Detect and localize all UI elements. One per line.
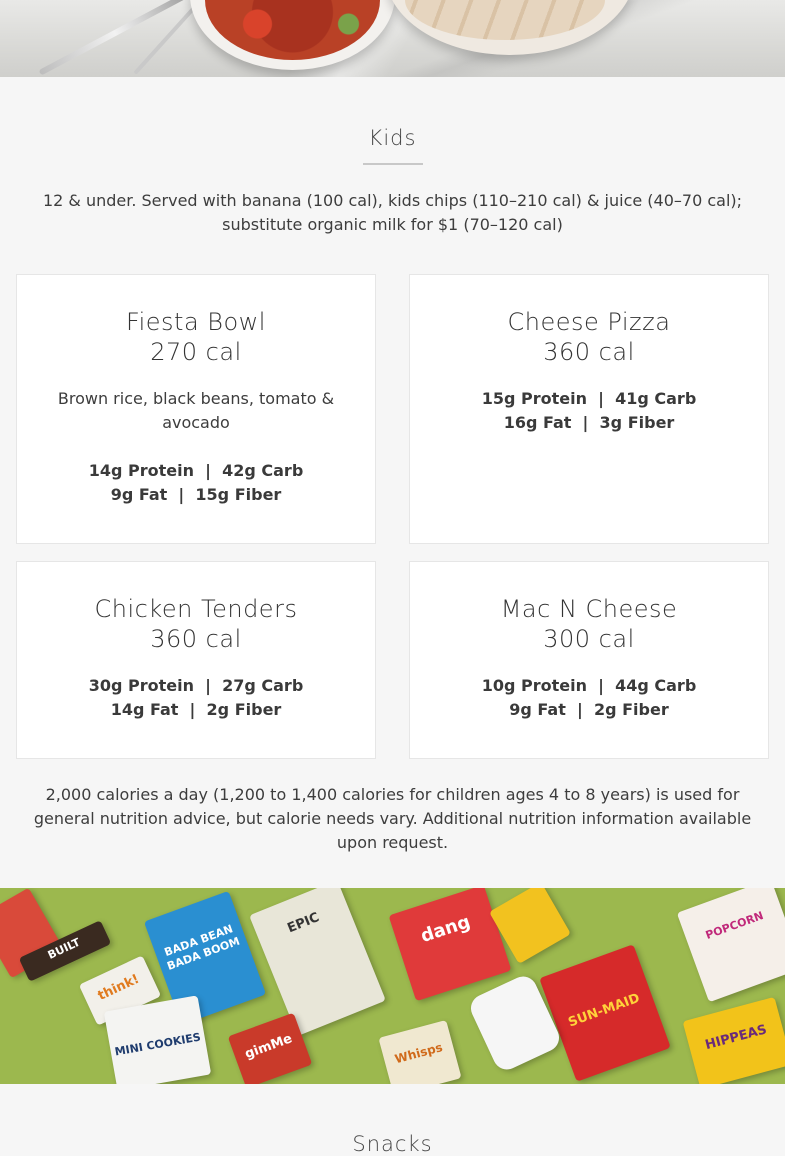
marble-surface [0,0,785,77]
item-nutrition [410,387,768,435]
snack-package: HIPPEAS [683,997,785,1084]
snack-package: BADA BEAN BADA BOOM [144,891,266,1025]
snack-package: SUN-MAID [539,944,671,1082]
item-nutrition [17,674,375,722]
menu-item-cheese-pizza [409,274,769,544]
item-nutrition [410,674,768,722]
item-description: Brown rice, black beans, tomato & avocado [57,389,335,432]
snack-package: gimMe [228,1013,313,1084]
item-name: Cheese Pizza [507,308,671,336]
menu-item-chicken-tenders [16,561,376,759]
nutrition-line-2: 16g Fat | 3g Fiber [503,413,675,432]
snack-package: dang [389,888,512,1001]
item-calories: 360 cal [543,338,635,366]
item-calories: 270 cal [150,338,242,366]
snack-package: Whisps [378,1020,461,1084]
nutrition-line-2: 9g Fat | 15g Fiber [110,485,282,504]
nutrition-line-1: 15g Protein | 41g Carb [481,389,697,408]
hero-food-image [0,0,785,77]
snacks-banner-image [0,888,785,1084]
kids-menu-grid [16,274,769,759]
item-name: Chicken Tenders [94,595,298,623]
kids-intro: 12 & under. Served with banana (100 cal), kids chips (110–210 cal) & juice (40–70 cal); substitute organic milk for $1 (70–120 cal) [42,191,743,234]
nutrition-line-1: 14g Protein | 42g Carb [88,461,304,480]
nutrition-line-2: 9g Fat | 2g Fiber [509,700,669,719]
item-nutrition [17,459,375,507]
menu-item-mac-n-cheese [409,561,769,759]
snack-package: BUILT [19,920,112,982]
item-calories: 300 cal [543,625,635,653]
nutrition-line-2: 14g Fat | 2g Fiber [110,700,282,719]
nutrition-line-1: 30g Protein | 27g Carb [88,676,304,695]
snack-package: think! [79,955,161,1025]
title-divider [363,163,423,165]
snack-package: EPIC [249,888,386,1036]
menu-item-fiesta-bowl [16,274,376,544]
item-calories: 360 cal [150,625,242,653]
snack-package: POPCORN [677,888,785,1002]
section-title-kids: Kids [368,126,417,150]
snack-package: MINI COOKIES [104,995,211,1084]
nutrition-disclaimer: 2,000 calories a day (1,200 to 1,400 calories for children ages 4 to 8 years) is used for general nutrition advice, but calorie needs vary. Additional nutrition information available upon request. [33,785,752,852]
item-name: Mac N Cheese [500,595,678,623]
item-name: Fiesta Bowl [126,308,266,336]
nutrition-line-1: 10g Protein | 44g Carb [481,676,697,695]
section-title-snacks: Snacks [352,1132,433,1156]
